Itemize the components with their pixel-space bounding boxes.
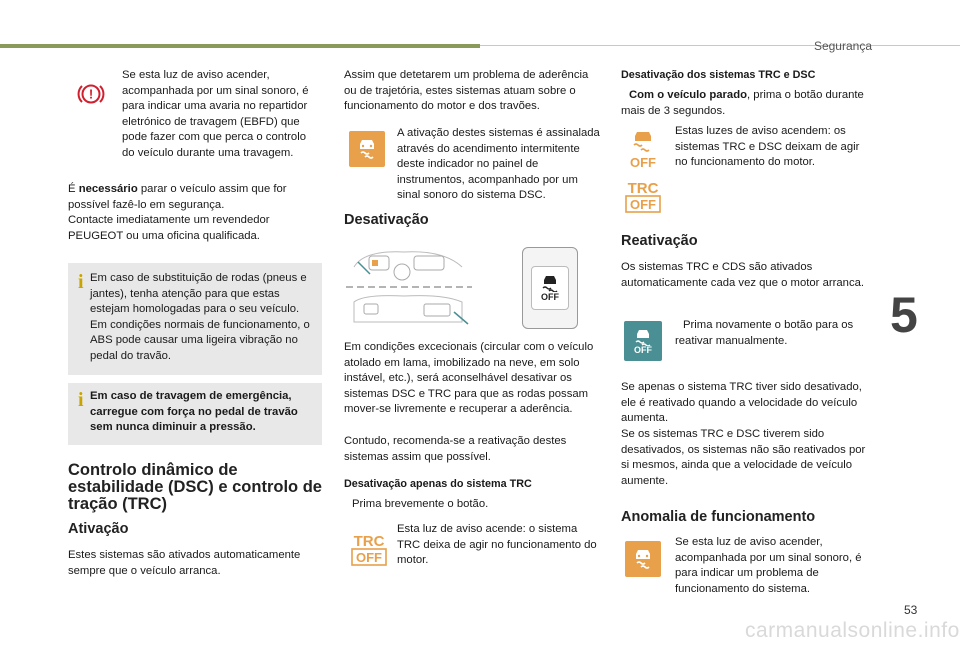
wheel-note-text: Em caso de substituição de rodas (pneus e jantes), tenha atenção para que estas estejam homologadas para o seu veículo. Em condições normais de funcionamento, o ABS pode causar uma ligeira vibração no pedal do travão.	[90, 272, 310, 362]
svg-text:OFF: OFF	[630, 197, 656, 212]
off-button-icon: OFF	[624, 321, 662, 361]
accent-bar	[0, 44, 480, 48]
section-title: Segurança	[813, 39, 872, 53]
both-reactivation-text: Se os sistemas TRC e DSC tiverem sido desativados, os sistemas não são reativados por si mesmos, ainda que a velocidade de veículo aumente.	[621, 428, 866, 487]
header-rule	[480, 45, 960, 46]
emergency-note-box	[68, 383, 322, 445]
chapter-number: 5	[890, 287, 918, 343]
info-icon: i	[78, 271, 84, 293]
dsc-active-icon	[349, 131, 385, 167]
trc-off-text: Esta luz de aviso acende: o sistema TRC deixa de agir no funcionamento do motor.	[397, 523, 597, 567]
info-icon: i	[78, 389, 84, 411]
deactivation-heading: Desativação	[344, 212, 429, 228]
trc-only-step: Prima brevemente o botão.	[352, 498, 489, 510]
dashboard-illustration	[344, 242, 474, 332]
activation-heading: Ativação	[68, 521, 129, 537]
brake-warning-icon	[76, 79, 106, 109]
fault-text: Se esta luz de aviso acender, acompanhada por um sinal sonoro, é para indicar um problema de funcionamento do sistema.	[675, 536, 862, 595]
indicator-text: A ativação destes sistemas é assinalada através do acendimento intermitente deste indicador no painel de instrumentos, acompanhado por um sinal sonoro do sistema DSC.	[397, 127, 600, 202]
activation-text: Estes sistemas são ativados automaticamente sempre que o veículo arranca.	[68, 549, 301, 577]
svg-text:OFF: OFF	[356, 550, 382, 565]
off-button[interactable]	[531, 266, 569, 310]
svg-text:TRC: TRC	[353, 533, 385, 550]
trc-only-heading: Desativação apenas do sistema TRC	[344, 478, 532, 490]
dsc-off-icon	[625, 127, 661, 171]
intro-text: Assim que detetarem um problema de aderência ou de trajetória, estes sistemas atuam sobre o funcionamento do motor e dos travões.	[344, 69, 589, 113]
wheel-note-box	[68, 263, 322, 375]
watermark: carmanualsonline.info	[745, 619, 960, 642]
off-button-illustration	[522, 247, 578, 329]
svg-text:OFF: OFF	[630, 155, 656, 170]
stop-vehicle-text: É necessário parar o veículo assim que for possível fazê-lo em segurança.	[68, 183, 287, 211]
dsc-fault-icon	[625, 541, 661, 577]
fault-heading: Anomalia de funcionamento	[621, 509, 816, 525]
dsc-trc-heading: Controlo dinâmico de estabilidade (DSC) e controlo de tração (TRC)	[68, 461, 322, 513]
svg-text:!: !	[88, 86, 94, 102]
recommend-text: Contudo, recomenda-se a reativação destes sistemas assim que possível.	[344, 435, 567, 463]
skid-car-icon	[539, 274, 561, 292]
contact-dealer-text: Contacte imediatamente um revendedor PEUGEOT ou uma oficina qualificada.	[68, 214, 270, 242]
trc-off-icon	[349, 531, 389, 567]
svg-text:TRC: TRC	[627, 180, 659, 197]
emergency-note-text: Em caso de travagem de emergência, carregue com força no pedal de travão sem nunca diminuir a pressão.	[90, 390, 298, 434]
page-number: 53	[904, 603, 918, 617]
press-again-text: Prima novamente o botão para os reativar manualmente.	[675, 319, 854, 347]
trc-only-reactivation-text: Se apenas o sistema TRC tiver sido desativado, ele é reativado quando a velocidade do veículo aumenta.	[621, 381, 862, 425]
reactivation-heading: Reativação	[621, 233, 698, 249]
both-lights-text: Estas luzes de aviso acendem: os sistemas TRC e DSC deixam de agir no funcionamento do motor.	[675, 125, 860, 169]
both-off-heading: Desativação dos sistemas TRC e DSC	[621, 69, 816, 81]
both-off-step: Com o veículo parado, prima o botão durante mais de 3 segundos.	[621, 89, 864, 117]
off-button-label: OFF	[541, 292, 559, 302]
ebfd-warning-text: Se esta luz de aviso acender, acompanhada por um sinal sonoro, é para indicar uma avaria no repartidor eletrónico de travagem (EBFD) que pode fazer com que perca o controlo do veículo durante uma travagem.	[122, 69, 309, 159]
conditions-text: Em condições excecionais (circular com o veículo atolado em lama, imobilizado na neve, em solo instável, etc.), será aconselhável desativar os sistemas DSC e TRC para que as rodas possam mover-se livremente e recuperar a aderência.	[344, 341, 594, 416]
trc-off-icon-right	[623, 178, 663, 214]
reactivation-text: Os sistemas TRC e CDS são ativados automaticamente cada vez que o motor arranca.	[621, 261, 865, 289]
